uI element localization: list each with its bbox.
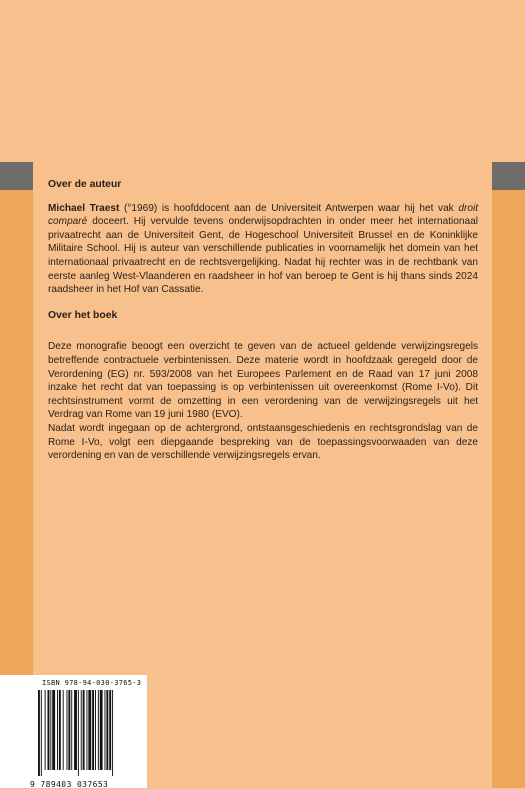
barcode-bar <box>81 690 82 770</box>
about-author-text <box>48 202 478 297</box>
about-book-paragraph-2: Nadat wordt ingegaan op de achtergrond, ontstaansgeschiedenis en rechtsgrondslag van de Rome I-Vo, volgt een diepgaande bespreking van de toepassingsvoorwaaden van deze verordening en van de verschillende verwijzingsregels ervan. <box>48 422 478 462</box>
barcode-bar <box>48 690 50 770</box>
barcode-digits: 9 789403 037653 <box>30 780 109 789</box>
barcode-bar <box>68 690 70 770</box>
about-book-heading: Over het boek <box>48 309 118 321</box>
back-cover-text <box>48 178 478 463</box>
about-book-paragraph-1: Deze monografie beoogt een overzicht te geven van de actueel geldende verwijzingsregels betreffende contractuele verbintenissen. Deze materie wordt in hoofdzaak geregeld door de Verordening (EG) nr. 593/2008 van het Europees Parlement en de Raad van 17 juni 2008 inzake het recht dat van toepassing is op verbintenissen uit overeenkomst (Rome I-Vo). Dit rechtsinstrument vormt de omzetting in een verordening van de verwijzingsregels uit het Verdrag van Rome van 19 juni 1980 (EVO). <box>48 341 478 421</box>
barcode-bar <box>71 690 72 770</box>
barcode-bar <box>74 690 77 770</box>
right-gray-tab <box>492 162 525 190</box>
author-text-italic: droit comparé <box>48 202 478 228</box>
left-gray-tab <box>0 162 33 190</box>
author-text-a: (°1969) is hoofddocent aan de Universiteit Antwerpen waar hij het vak <box>119 202 459 214</box>
barcode-bar <box>38 690 40 776</box>
about-author-heading: Over de auteur <box>48 179 122 190</box>
barcode-bar <box>105 690 106 770</box>
barcode-bar <box>95 690 96 770</box>
barcode-bar <box>63 690 64 770</box>
barcode-bar <box>67 690 68 770</box>
right-spine-band <box>492 162 525 788</box>
barcode-bar <box>92 690 94 770</box>
barcode-bar <box>88 690 91 770</box>
barcode-bar <box>83 690 85 770</box>
barcode-bar <box>112 690 113 776</box>
barcode-bar <box>78 690 79 776</box>
barcode-image <box>38 690 138 776</box>
barcode-bar <box>57 690 58 770</box>
isbn-label: ISBN 978-94-030-3765-3 <box>42 679 142 687</box>
barcode-bar <box>45 690 46 770</box>
barcode-bar <box>50 690 51 770</box>
barcode-bar <box>59 690 61 770</box>
barcode-bar <box>52 690 55 770</box>
author-name: Michael Traest <box>48 202 120 214</box>
barcode-bar <box>100 690 103 770</box>
author-text-b: doceert. Hij vervulde tevens onderwijsopdrachten in onder meer het internationaal privaatrecht aan de Universiteit Gent, de Hogeschool Universiteit Brussel en de Koninklijke Militaire School. Hij is auteur van verschillende publicaties in voornamelijk het domein van het internationaal privaatrecht en de rechtsvergelijking. Nadat hij rechter was in de rechtbank van eerste aanleg West-Vlaanderen en raadsheer in hof van beroep te Gent is hij thans sinds 2024 raadsheer in het Hof van Cassatie. <box>48 216 478 296</box>
barcode-bar <box>106 690 108 770</box>
barcode-bar <box>41 690 42 776</box>
barcode-bar <box>98 690 99 770</box>
barcode-bar <box>109 690 111 770</box>
barcode-bar <box>86 690 87 770</box>
